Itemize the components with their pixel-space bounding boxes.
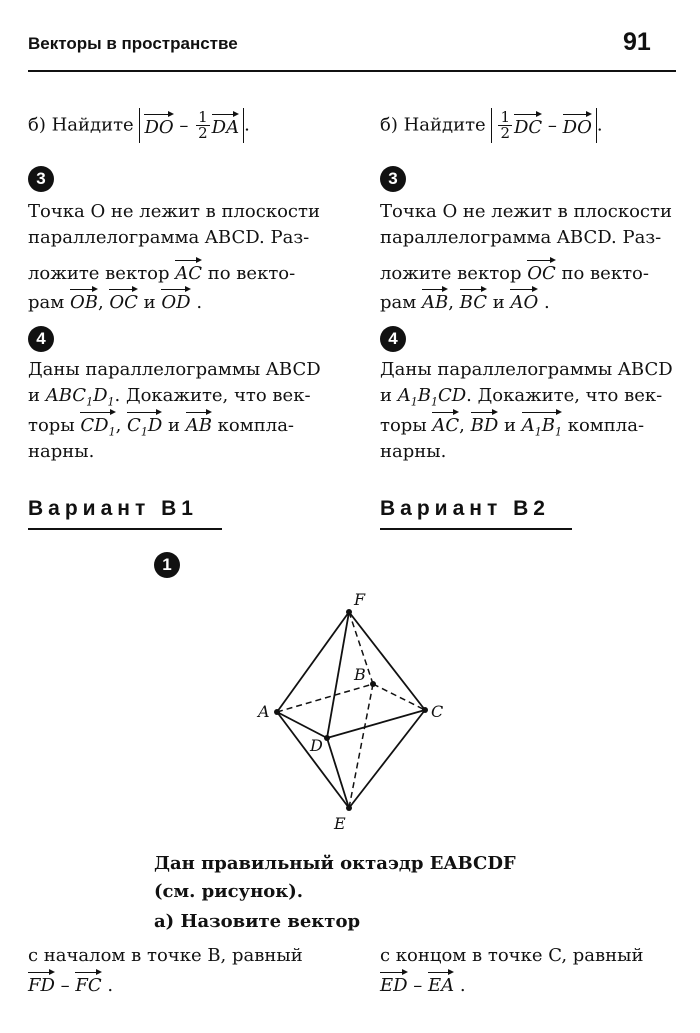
left-task3-line3: ложите вектор AC по векто- xyxy=(28,258,295,286)
right-task3-line4: рам AB, BC и AO . xyxy=(380,287,550,315)
edge-AE xyxy=(277,712,349,808)
edge-AD xyxy=(277,712,327,738)
left-task3-line1: Точка O не лежит в плоскости xyxy=(28,201,320,222)
right-abs-expression: $\frac{1}{2}$ DC – DO xyxy=(491,108,596,143)
label-B: B xyxy=(354,665,366,684)
vertex-C xyxy=(422,707,428,713)
variant-b1-underline xyxy=(28,528,222,530)
section-title: Векторы в пространстве xyxy=(28,34,238,53)
left-find-expression: б) Найдите DO – $\frac{1}{2}$ DA . xyxy=(28,108,250,142)
hidden-edge-BC xyxy=(373,684,425,710)
task1-statement-line1: Дан правильный октаэдр EABCDF xyxy=(154,853,516,874)
right-task1-line1: с концом в точке C, равный xyxy=(380,945,644,966)
task3-left-badge: 3 xyxy=(28,166,54,192)
right-task4-line2: и $A_1B_1CD$. Докажите, что век- xyxy=(380,385,663,409)
header-divider xyxy=(28,70,676,72)
task4-left-badge: 4 xyxy=(28,326,54,352)
right-task3-line3: ложите вектор OC по векто- xyxy=(380,258,649,286)
edge-DC xyxy=(327,710,425,738)
left-task4-line1: Даны параллелограммы ABCD xyxy=(28,359,321,380)
left-task4-line3: торы $CD_1$, $C_1D$ и AB компла- xyxy=(28,410,294,445)
right-task4-line1: Даны параллелограммы ABCD xyxy=(380,359,673,380)
edge-DE xyxy=(327,738,349,808)
label-C: C xyxy=(431,702,444,721)
octahedron-figure xyxy=(250,585,450,835)
right-task1-line2: ED – EA . xyxy=(380,970,466,998)
right-find-expression: б) Найдите $\frac{1}{2}$ DC – DO . xyxy=(380,108,603,142)
right-task4-line3: торы AC, BD и $A_1B_1$ компла- xyxy=(380,410,644,445)
right-task4-line4: нарны. xyxy=(380,441,447,462)
label-A: A xyxy=(258,702,270,721)
vertex-F xyxy=(346,609,352,615)
left-task3-line4: рам OB, OC и OD . xyxy=(28,287,202,315)
hidden-edge-AB xyxy=(277,684,373,712)
hidden-edge-BE xyxy=(349,684,373,808)
variant-b2-underline xyxy=(380,528,572,530)
task1-part-a: а) Назовите вектор xyxy=(154,911,361,932)
label-D: D xyxy=(310,736,323,755)
vertex-E xyxy=(346,805,352,811)
edge-FA xyxy=(277,612,349,712)
task1-badge: 1 xyxy=(154,552,180,578)
task4-right-badge: 4 xyxy=(380,326,406,352)
left-find-label: б) Найдите xyxy=(28,114,134,136)
edge-FD xyxy=(327,612,349,738)
right-task3-line2: параллелограмма ABCD. Раз- xyxy=(380,227,662,248)
left-task1-line1: с началом в точке B, равный xyxy=(28,945,303,966)
task1-statement-line2: (см. рисунок). xyxy=(154,881,304,902)
task3-right-badge: 3 xyxy=(380,166,406,192)
variant-b2-heading: Вариант В2 xyxy=(380,497,550,520)
left-task1-line2: FD – FC . xyxy=(28,970,113,998)
variant-b1-heading: Вариант В1 xyxy=(28,497,198,520)
left-abs-expression: DO – $\frac{1}{2}$ DA xyxy=(139,108,244,143)
label-F: F xyxy=(354,590,366,609)
left-task4-line2: и $ABC_1D_1$. Докажите, что век- xyxy=(28,385,311,409)
right-task3-line1: Точка O не лежит в плоскости xyxy=(380,201,672,222)
vertex-B xyxy=(370,681,376,687)
edge-CE xyxy=(349,710,425,808)
left-task4-line4: нарны. xyxy=(28,441,95,462)
vertex-D xyxy=(324,735,330,741)
edge-FC xyxy=(349,612,425,710)
vertex-A xyxy=(274,709,280,715)
label-E: E xyxy=(334,814,346,833)
left-task3-line2: параллелограмма ABCD. Раз- xyxy=(28,227,310,248)
page-number: 91 xyxy=(623,28,651,56)
right-find-label: б) Найдите xyxy=(380,114,486,136)
